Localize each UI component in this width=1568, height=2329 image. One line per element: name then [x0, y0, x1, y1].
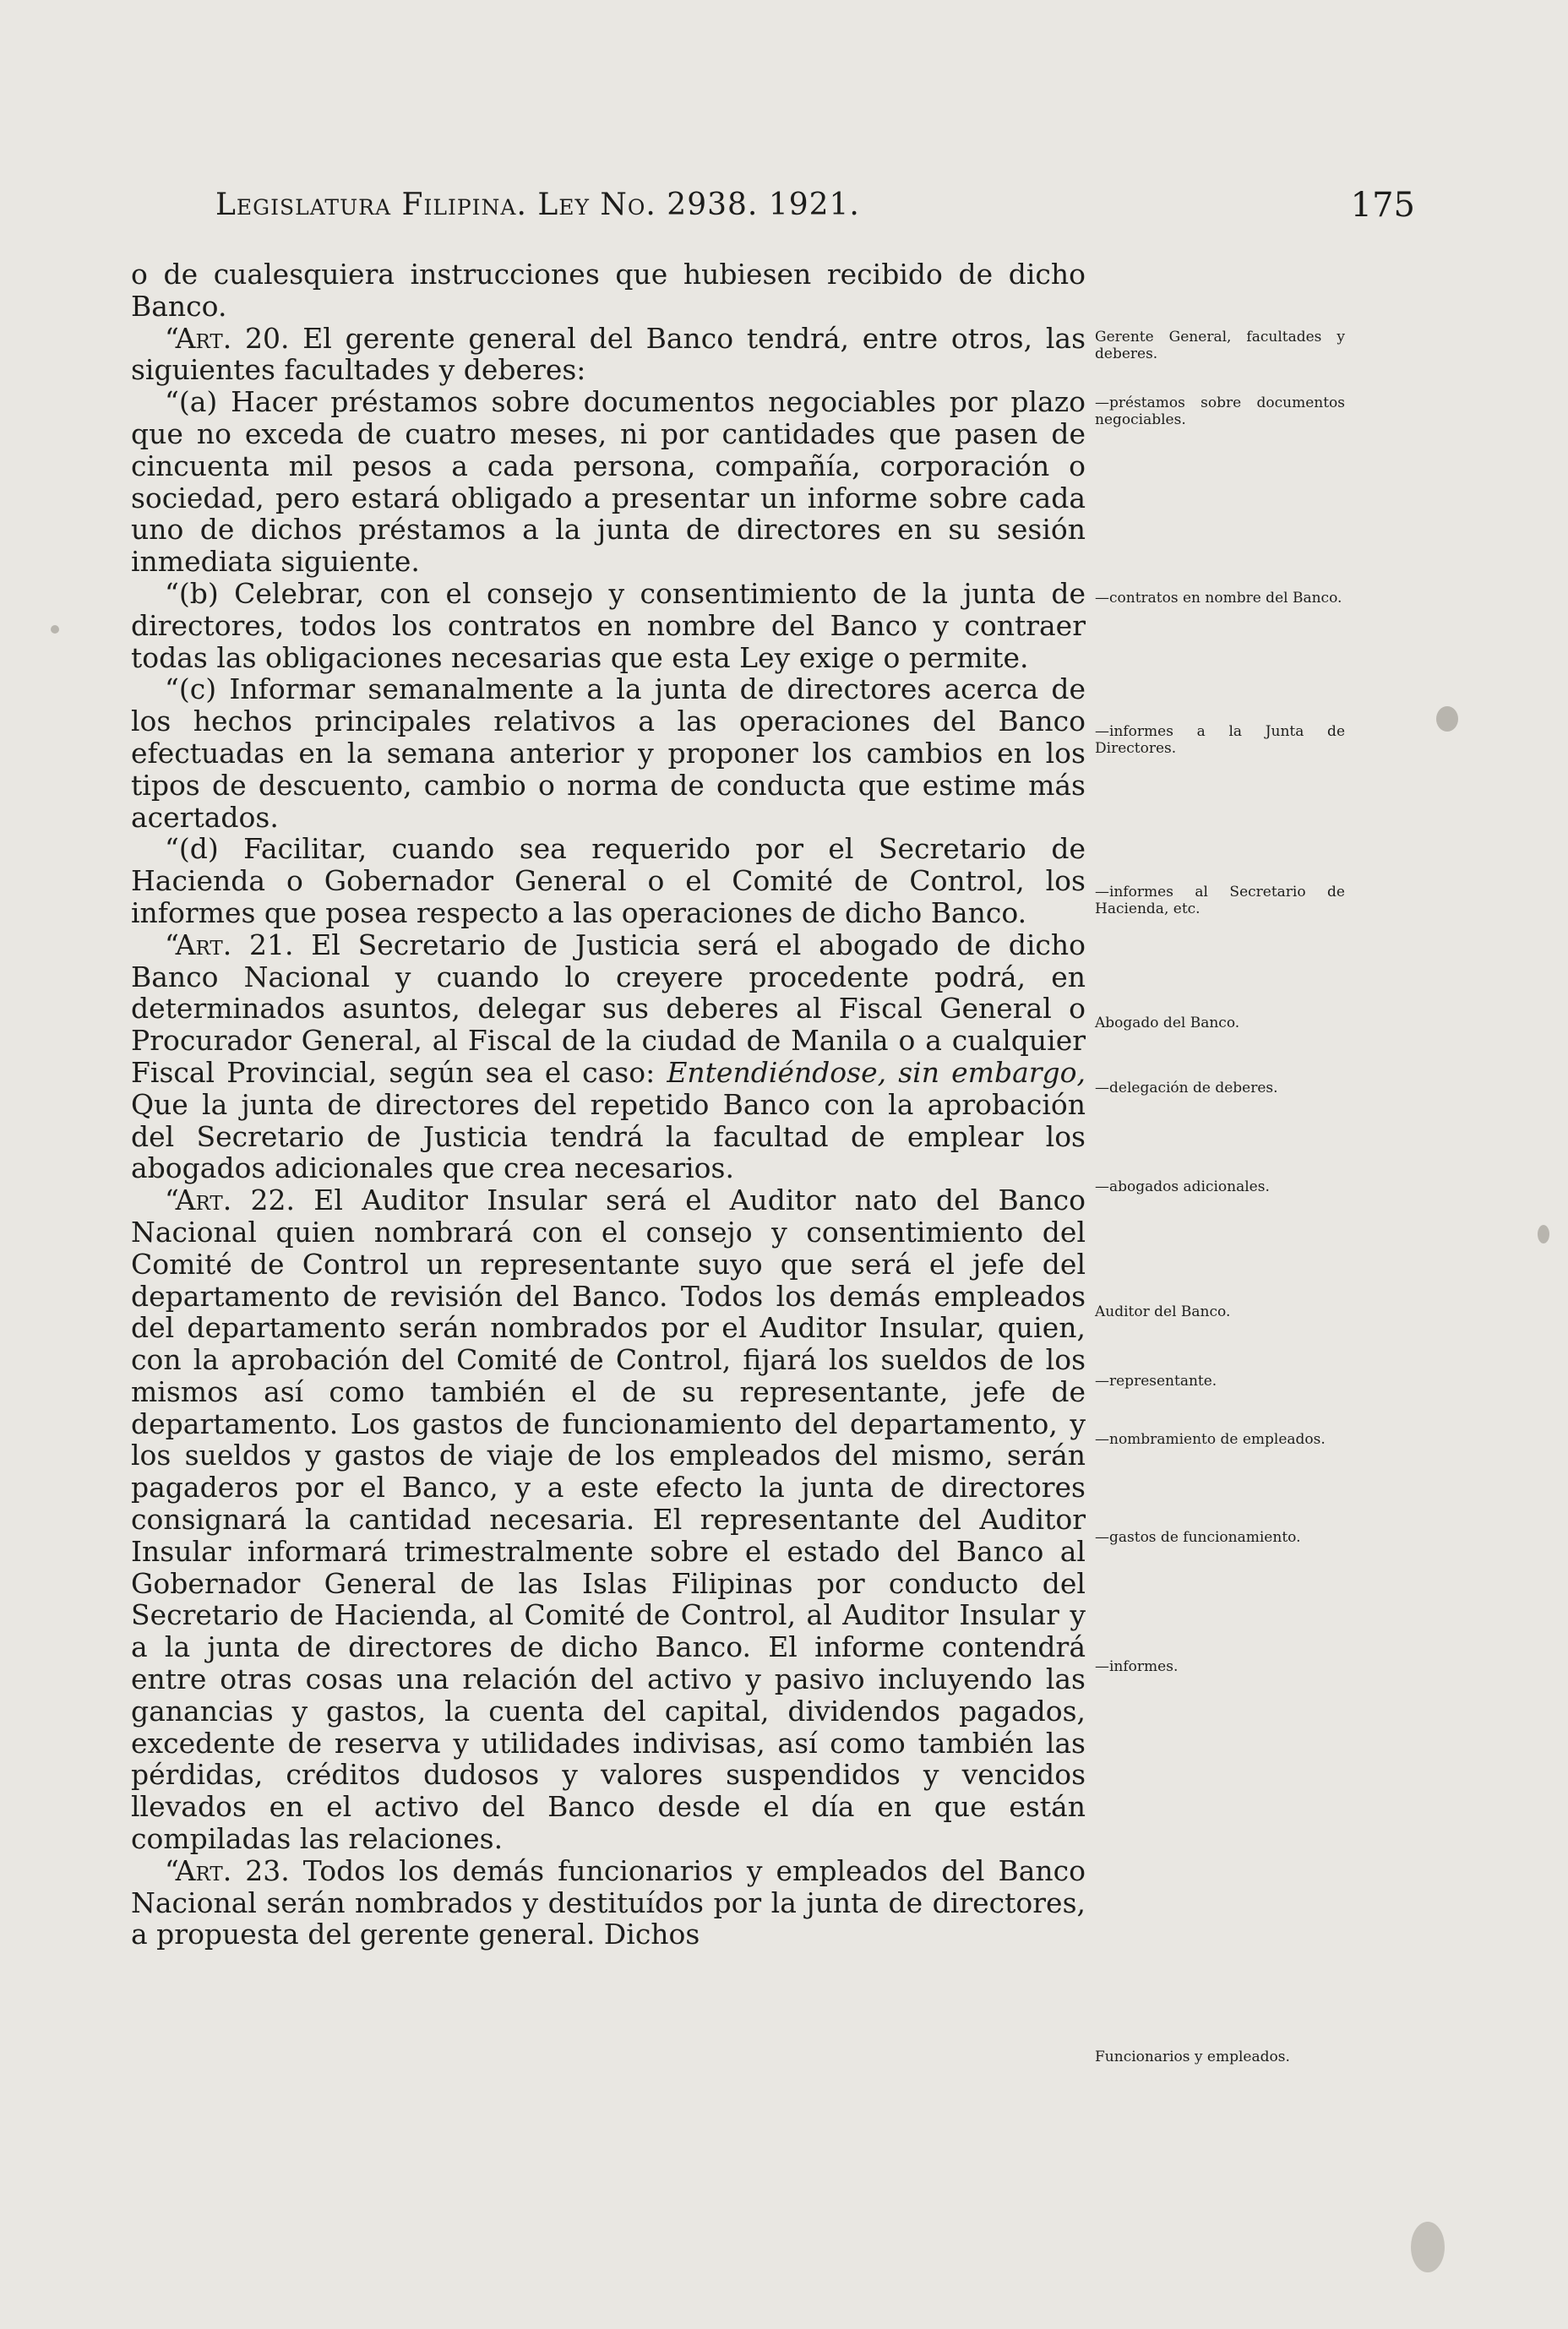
running-head	[215, 188, 1415, 238]
article-number: “Art. 23.	[165, 1853, 290, 1887]
running-title: Legislatura Filipina. Ley No. 2938. 1921.	[215, 188, 860, 222]
margin-note-informes-junta: —informes a la Junta de Directores.	[1095, 723, 1345, 757]
margin-note-abogado: Abogado del Banco.	[1095, 1015, 1240, 1031]
margin-note-delegacion: —delegación de deberes.	[1095, 1080, 1278, 1096]
margin-note-auditor: Auditor del Banco.	[1095, 1303, 1231, 1320]
margin-note-informes: —informes.	[1095, 1658, 1179, 1675]
margin-note-gerente: Gerente General, facultades y deberes.	[1095, 329, 1345, 362]
article-number: “Art. 20.	[165, 321, 290, 355]
article-number: “Art. 22.	[165, 1184, 295, 1217]
margin-note-informes-secretario: —informes al Secretario de Hacienda, etc.	[1095, 884, 1345, 917]
paper-speck	[1538, 1225, 1549, 1243]
clause-c: “(c) Informar semanalmente a la junta de directores acerca de los hechos principales relativos a las operaciones del Banco efectuadas en la semana anterior y proponer los cambios en los tipos de descuento, cambio o norma de conducta que estime más acertados.	[131, 672, 1086, 834]
paper-speck	[51, 625, 59, 634]
margin-note-abogados-adicionales: —abogados adicionales.	[1095, 1178, 1270, 1195]
article-23: “Art. 23. Todos los demás funcionarios y empleados del Banco Nacional serán nombrados y destituídos por la junta de directores, a propuesta del gerente general. Dichos	[131, 1853, 1086, 1951]
margin-note-gastos: —gastos de funcionamiento.	[1095, 1529, 1301, 1546]
clause-letter: “(b)	[165, 576, 219, 610]
paper-speck	[1436, 706, 1458, 732]
margin-note-contratos: —contratos en nombre del Banco.	[1095, 590, 1342, 607]
body-text	[131, 258, 1086, 1951]
clause-letter: “(a)	[165, 385, 218, 419]
article-number: “Art. 21.	[165, 928, 294, 961]
margin-note-representante: —representante.	[1095, 1373, 1217, 1390]
margin-note-funcionarios: Funcionarios y empleados.	[1095, 2049, 1290, 2065]
clause-letter: “(d)	[165, 832, 219, 866]
clause-letter: “(c)	[165, 672, 217, 706]
clause-b: “(b) Celebrar, con el consejo y consentimiento de la junta de directores, todos los contratos en nombre del Banco y contraer todas las obligaciones necesarias que esta Ley exige o permite.	[131, 576, 1086, 674]
margin-note-prestamos: —préstamos sobre documentos negociables.	[1095, 395, 1345, 428]
article-20: “Art. 20. El gerente general del Banco tendrá, entre otros, las siguientes facultades y deberes:	[131, 321, 1086, 387]
article-22: “Art. 22. El Auditor Insular será el Auditor nato del Banco Nacional quien nombrará con el consejo y consentimiento del Comité de Control un representante suyo que será el jefe del departamento de revisión del Banco. Todos los demás empleados del departamento serán nombrados por el Auditor Insular, quien, con la aprobación del Comité de Control, fijará los sueldos de los mismos así como también el de su representante, jefe de departamento. Los gastos de funcionamiento del departamento, y los sueldos y gastos de viaje de los empleados del mismo, serán pagaderos por el Banco, y a este efecto la junta de directores consignará la cantidad necesaria. El representante del Auditor Insular informará trimestralmente sobre el estado del Banco al Gobernador General de las Islas Filipinas por conducto del Secretario de Hacienda, al Comité de Control, al Auditor Insular y a la junta de directores de dicho Banco. El informe contendrá entre otras cosas una relación del activo y pasivo incluyendo las ganancias y gastos, la cuenta del capital, dividendos pagados, excedente de reserva y utilidades indivisas, así como también las pérdidas, créditos dudosos y valores suspendidos y vencidos llevados en el activo del Banco desde el día en que están compiladas las relaciones.	[131, 1184, 1086, 1856]
paper-speck	[1411, 2222, 1445, 2272]
article-21: “Art. 21. El Secretario de Justicia será el abogado de dicho Banco Nacional y cuando lo creyere procedente podrá, en determinados asuntos, delegar sus deberes al Fiscal General o Procurador General, al Fiscal de la ciudad de Manila o a cualquier Fiscal Provincial, según sea el caso: Entendiéndose, sin embargo, Que la junta de directores del repetido Banco con la aprobación del Secretario de Justicia tendrá la facultad de emplear los abogados adicionales que crea necesarios.	[131, 928, 1086, 1185]
page-number: 175	[1350, 186, 1415, 225]
proviso-italic: Entendiéndose, sin embargo,	[667, 1055, 1086, 1089]
clause-a: “(a) Hacer préstamos sobre documentos negociables por plazo que no exceda de cuatro meses, ni por cantidades que pasen de cincuenta mil pesos a cada persona, compañía, corporación o sociedad, pero estará obligado a presentar un informe sobre cada uno de dichos préstamos a la junta de directores en su sesión inmediata siguiente.	[131, 385, 1086, 579]
margin-note-nombramiento: —nombramiento de empleados.	[1095, 1431, 1326, 1448]
paragraph-continuation: o de cualesquiera instrucciones que hubiesen recibido de dicho Banco.	[131, 258, 1086, 323]
clause-d: “(d) Facilitar, cuando sea requerido por el Secretario de Hacienda o Gobernador General o el Comité de Control, los informes que posea respecto a las operaciones de dicho Banco.	[131, 832, 1086, 929]
